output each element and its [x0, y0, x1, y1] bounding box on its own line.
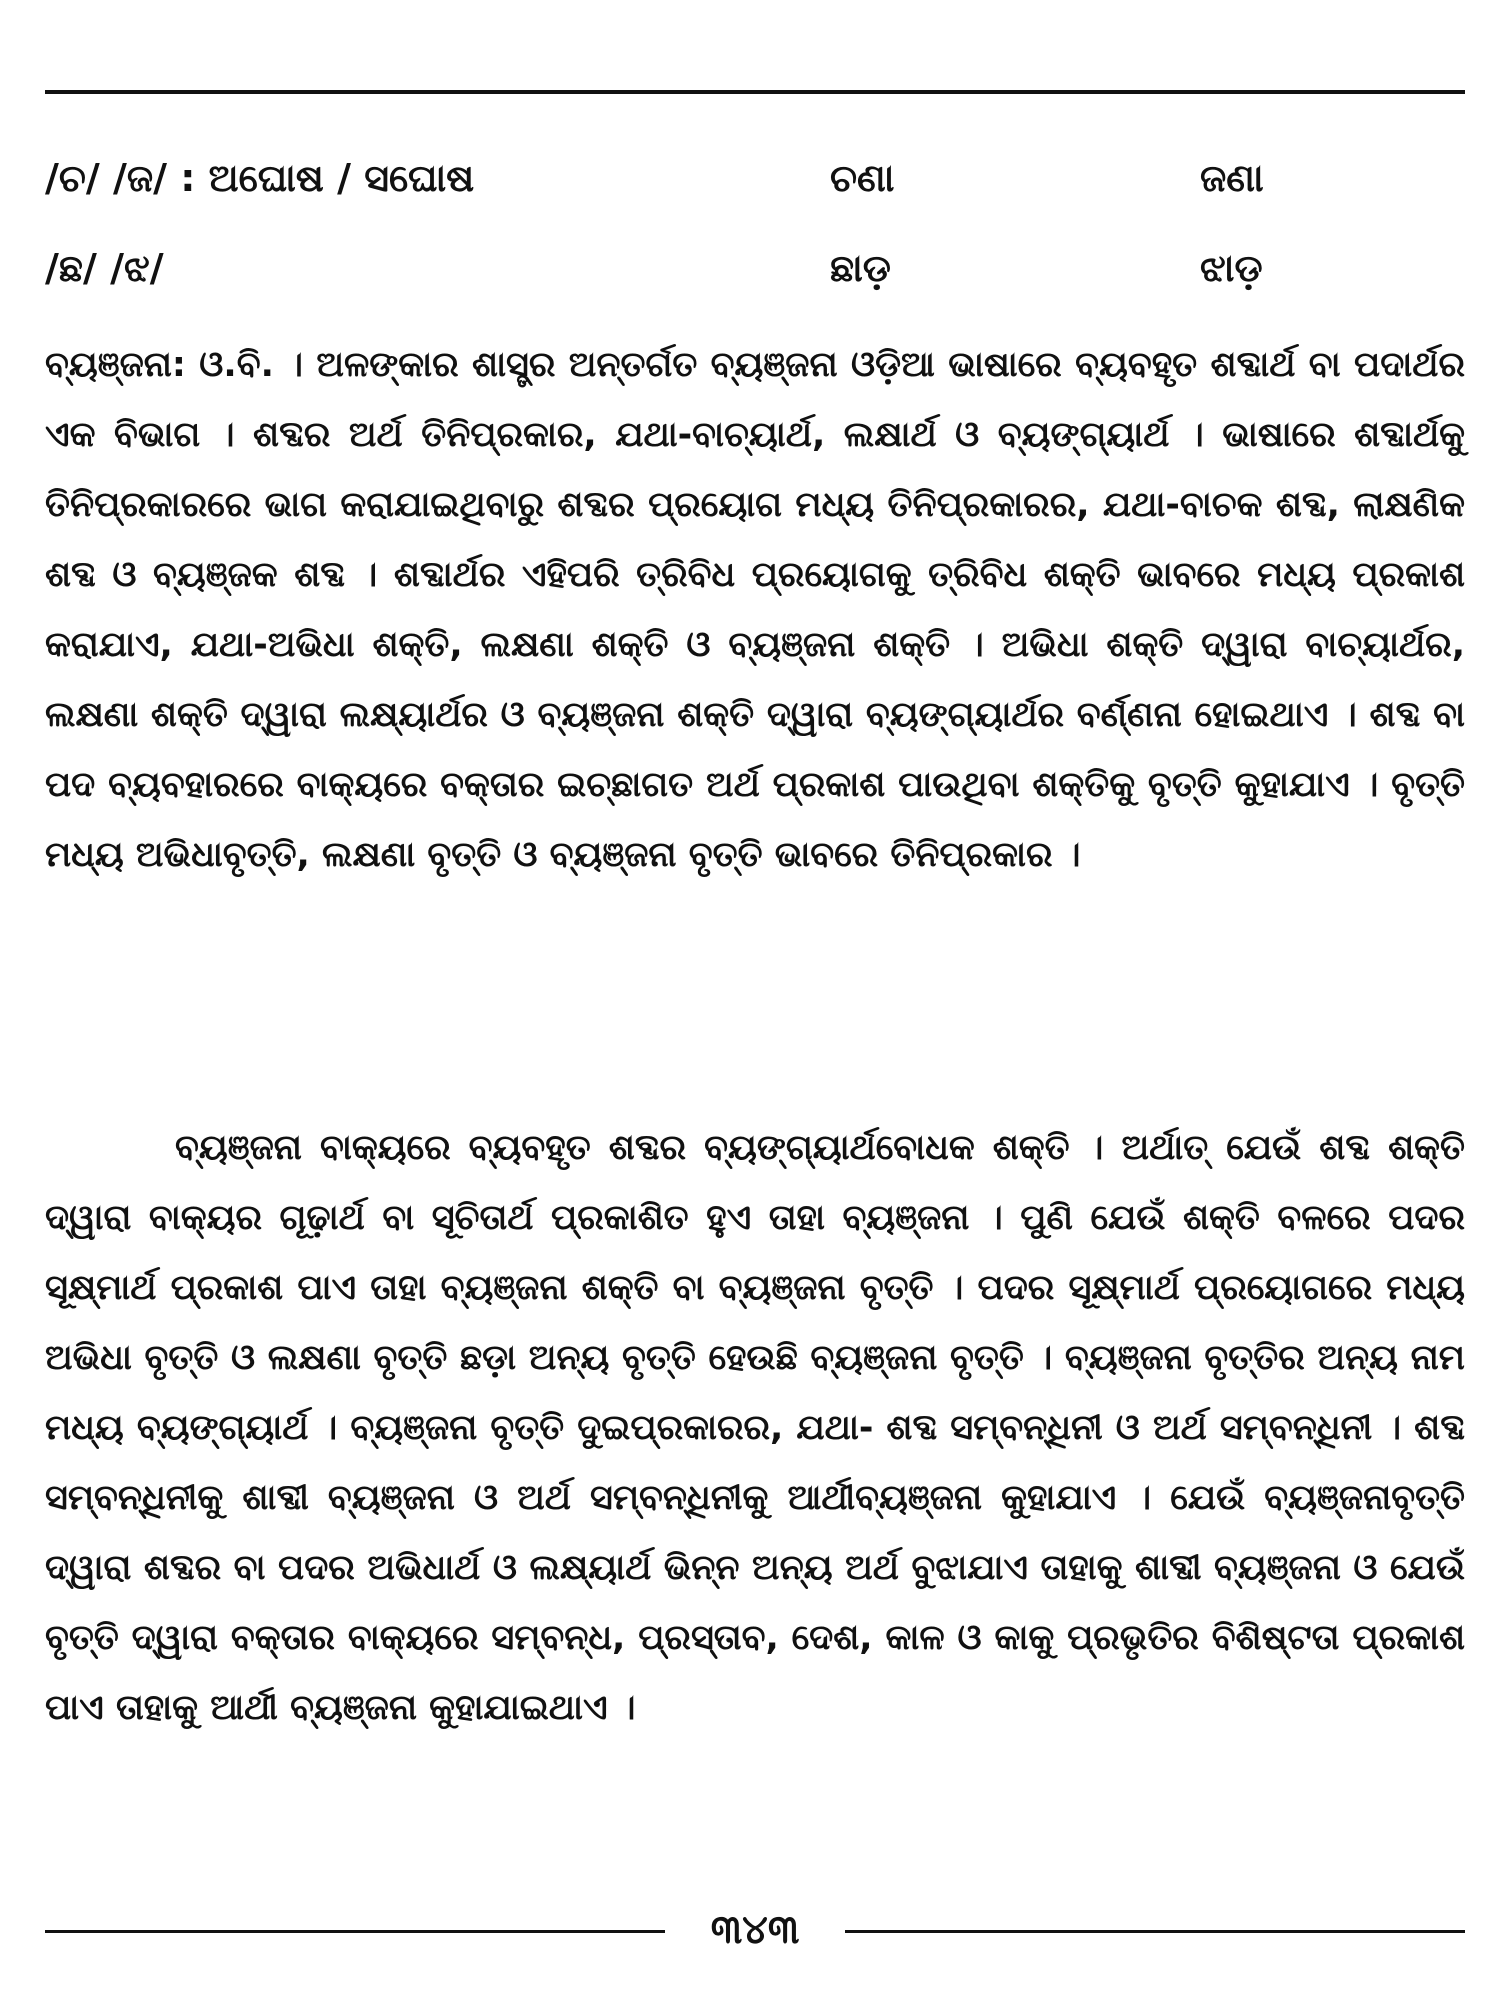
- entry-definition-text: ବ୍ୟଞ୍ଜନା ବାକ୍ୟରେ ବ୍ୟବହୃତ ଶବ୍ଦର ବ୍ୟଙ୍ଗ୍ୟାର୍ଥବୋଧକ ଶକ୍ତି । ଅର୍ଥାତ୍ ଯେଉଁ ଶବ୍ଦ ଶକ୍ତି ଦ୍ୱାରା ବାକ୍ୟର ଗୂଢ଼ାର୍ଥ ବା ସୂଚିତାର୍ଥ ପ୍ରକାଶିତ ହୁଏ ତାହା ବ୍ୟଞ୍ଜନା । ପୁଣି ଯେଉଁ ଶକ୍ତି ବଳରେ ପଦର ସୂକ୍ଷ୍ମାର୍ଥ ପ୍ରକାଶ ପାଏ ତାହା ବ୍ୟଞ୍ଜନା ଶକ୍ତି ବା ବ୍ୟଞ୍ଜନା ବୃତ୍ତି । ପଦର ସୂକ୍ଷ୍ମାର୍ଥ ପ୍ରୟୋଗରେ ମଧ୍ୟ ଅଭିଧା ବୃତ୍ତି ଓ ଲକ୍ଷଣା ବୃତ୍ତି ଛଡ଼ା ଅନ୍ୟ ବୃତ୍ତି ହେଉଛି ବ୍ୟଞ୍ଜନା ବୃତ୍ତି । ବ୍ୟଞ୍ଜନା ବୃତ୍ତିର ଅନ୍ୟ ନାମ ମଧ୍ୟ ବ୍ୟଙ୍ଗ୍ୟାର୍ଥ । ବ୍ୟଞ୍ଜନା ବୃତ୍ତି ଦୁଇପ୍ରକାରର, ଯଥା- ଶବ୍ଦ ସମ୍ବନ୍ଧିନୀ ଓ ଅର୍ଥ ସମ୍ବନ୍ଧିନୀ । ଶବ୍ଦ ସମ୍ବନ୍ଧିନୀକୁ ଶାବ୍ଦୀ ବ୍ୟଞ୍ଜନା ଓ ଅର୍ଥ ସମ୍ବନ୍ଧିନୀକୁ ଆର୍ଥୀବ୍ୟଞ୍ଜନା କୁହାଯାଏ । ଯେଉଁ ବ୍ୟଞ୍ଜନାବୃତ୍ତି ଦ୍ୱାରା ଶବ୍ଦର ବା ପଦର ଅଭିଧାର୍ଥ ଓ ଲକ୍ଷ୍ୟାର୍ଥ ଭିନ୍ନ ଅନ୍ୟ ଅର୍ଥ ବୁଝାଯାଏ ତାହାକୁ ଶାବ୍ଦୀ ବ୍ୟଞ୍ଜନା ଓ ଯେଉଁ ବୃତ୍ତି ଦ୍ୱାରା ବକ୍ତାର ବାକ୍ୟରେ ସମ୍ବନ୍ଧ, ପ୍ରସ୍ତାବ, ଦେଶ, କାଳ ଓ କାକୁ ପ୍ରଭୃତିର ବିଶିଷ୍ଟତା ପ୍ରକାଶ ପାଏ ତାହାକୁ ଆର୍ଥୀ ବ୍ୟଞ୍ଜନା କୁହାଯାଇଥାଏ ।: [45, 1128, 1465, 1728]
- phoneme-pair-label: /ଛ/ /ଝ/: [45, 246, 164, 290]
- page-footer: [45, 1902, 1465, 1952]
- example-word-voiced: ଜଣା: [1200, 156, 1264, 200]
- entry-definition-text: ଓ.ବି. । ଅଳଙ୍କାର ଶାସ୍ତ୍ର ଅନ୍ତର୍ଗତ ବ୍ୟଞ୍ଜନା ଓଡ଼ିଆ ଭାଷାରେ ବ୍ୟବହୃତ ଶବ୍ଦାର୍ଥ ବା ପଦାର୍ଥର ଏକ ବିଭାଗ । ଶବ୍ଦର ଅର୍ଥ ତିନିପ୍ରକାର, ଯଥା-ବାଚ୍ୟାର୍ଥ, ଲକ୍ଷାର୍ଥ ଓ ବ୍ୟଙ୍ଗ୍ୟାର୍ଥ । ଭାଷାରେ ଶବ୍ଦାର୍ଥକୁ ତିନିପ୍ରକାରରେ ଭାଗ କରାଯାଇଥିବାରୁ ଶବ୍ଦର ପ୍ରୟୋଗ ମଧ୍ୟ ତିନିପ୍ରକାରର, ଯଥା-ବାଚକ ଶବ୍ଦ, ଲାକ୍ଷଣିକ ଶବ୍ଦ ଓ ବ୍ୟଞ୍ଜକ ଶବ୍ଦ । ଶବ୍ଦାର୍ଥର ଏହିପରି ତ୍ରିବିଧ ପ୍ରୟୋଗକୁ ତ୍ରିବିଧ ଶକ୍ତି ଭାବରେ ମଧ୍ୟ ପ୍ରକାଶ କରାଯାଏ, ଯଥା-ଅଭିଧା ଶକ୍ତି, ଲକ୍ଷଣା ଶକ୍ତି ଓ ବ୍ୟଞ୍ଜନା ଶକ୍ତି । ଅଭିଧା ଶକ୍ତି ଦ୍ୱାରା ବାଚ୍ୟାର୍ଥର, ଲକ୍ଷଣା ଶକ୍ତି ଦ୍ୱାରା ଲକ୍ଷ୍ୟାର୍ଥର ଓ ବ୍ୟଞ୍ଜନା ଶକ୍ତି ଦ୍ୱାରା ବ୍ୟଙ୍ଗ୍ୟାର୍ଥର ବର୍ଣ୍ଣନା ହୋଇଥାଏ । ଶବ୍ଦ ବା ପଦ ବ୍ୟବହାରରେ ବାକ୍ୟରେ ବକ୍ତାର ଇଚ୍ଛାଗତ ଅର୍ଥ ପ୍ରକାଶ ପାଉଥିବା ଶକ୍ତିକୁ ବୃତ୍ତି କୁହାଯାଏ । ବୃତ୍ତି ମଧ୍ୟ ଅଭିଧାବୃତ୍ତି, ଲକ୍ଷଣା ବୃତ୍ତି ଓ ବ୍ୟଞ୍ଜନା ବୃତ୍ତି ଭାବରେ ତିନିପ୍ରକାର ।: [45, 345, 1465, 875]
- phoneme-pair-row: [45, 143, 1465, 213]
- page-number: ୩୪୩: [710, 1907, 800, 1953]
- phoneme-pair-label: /ଚ/ /ଜ/ : ଅଘୋଷ / ସଘୋଷ: [45, 156, 475, 200]
- footer-divider-right: [845, 1930, 1465, 1933]
- entry-paragraph: [45, 1113, 1465, 1743]
- example-word-voiced: ଝାଡ଼: [1200, 246, 1263, 290]
- entry-term: ବ୍ୟଞ୍ଜନା:: [45, 345, 186, 385]
- entry-paragraph: [45, 330, 1465, 890]
- top-divider: [45, 90, 1465, 94]
- example-word-voiceless: ଛାଡ଼: [830, 246, 891, 290]
- example-word-voiceless: ଚଣା: [830, 156, 895, 200]
- phoneme-pair-row: [45, 233, 1465, 303]
